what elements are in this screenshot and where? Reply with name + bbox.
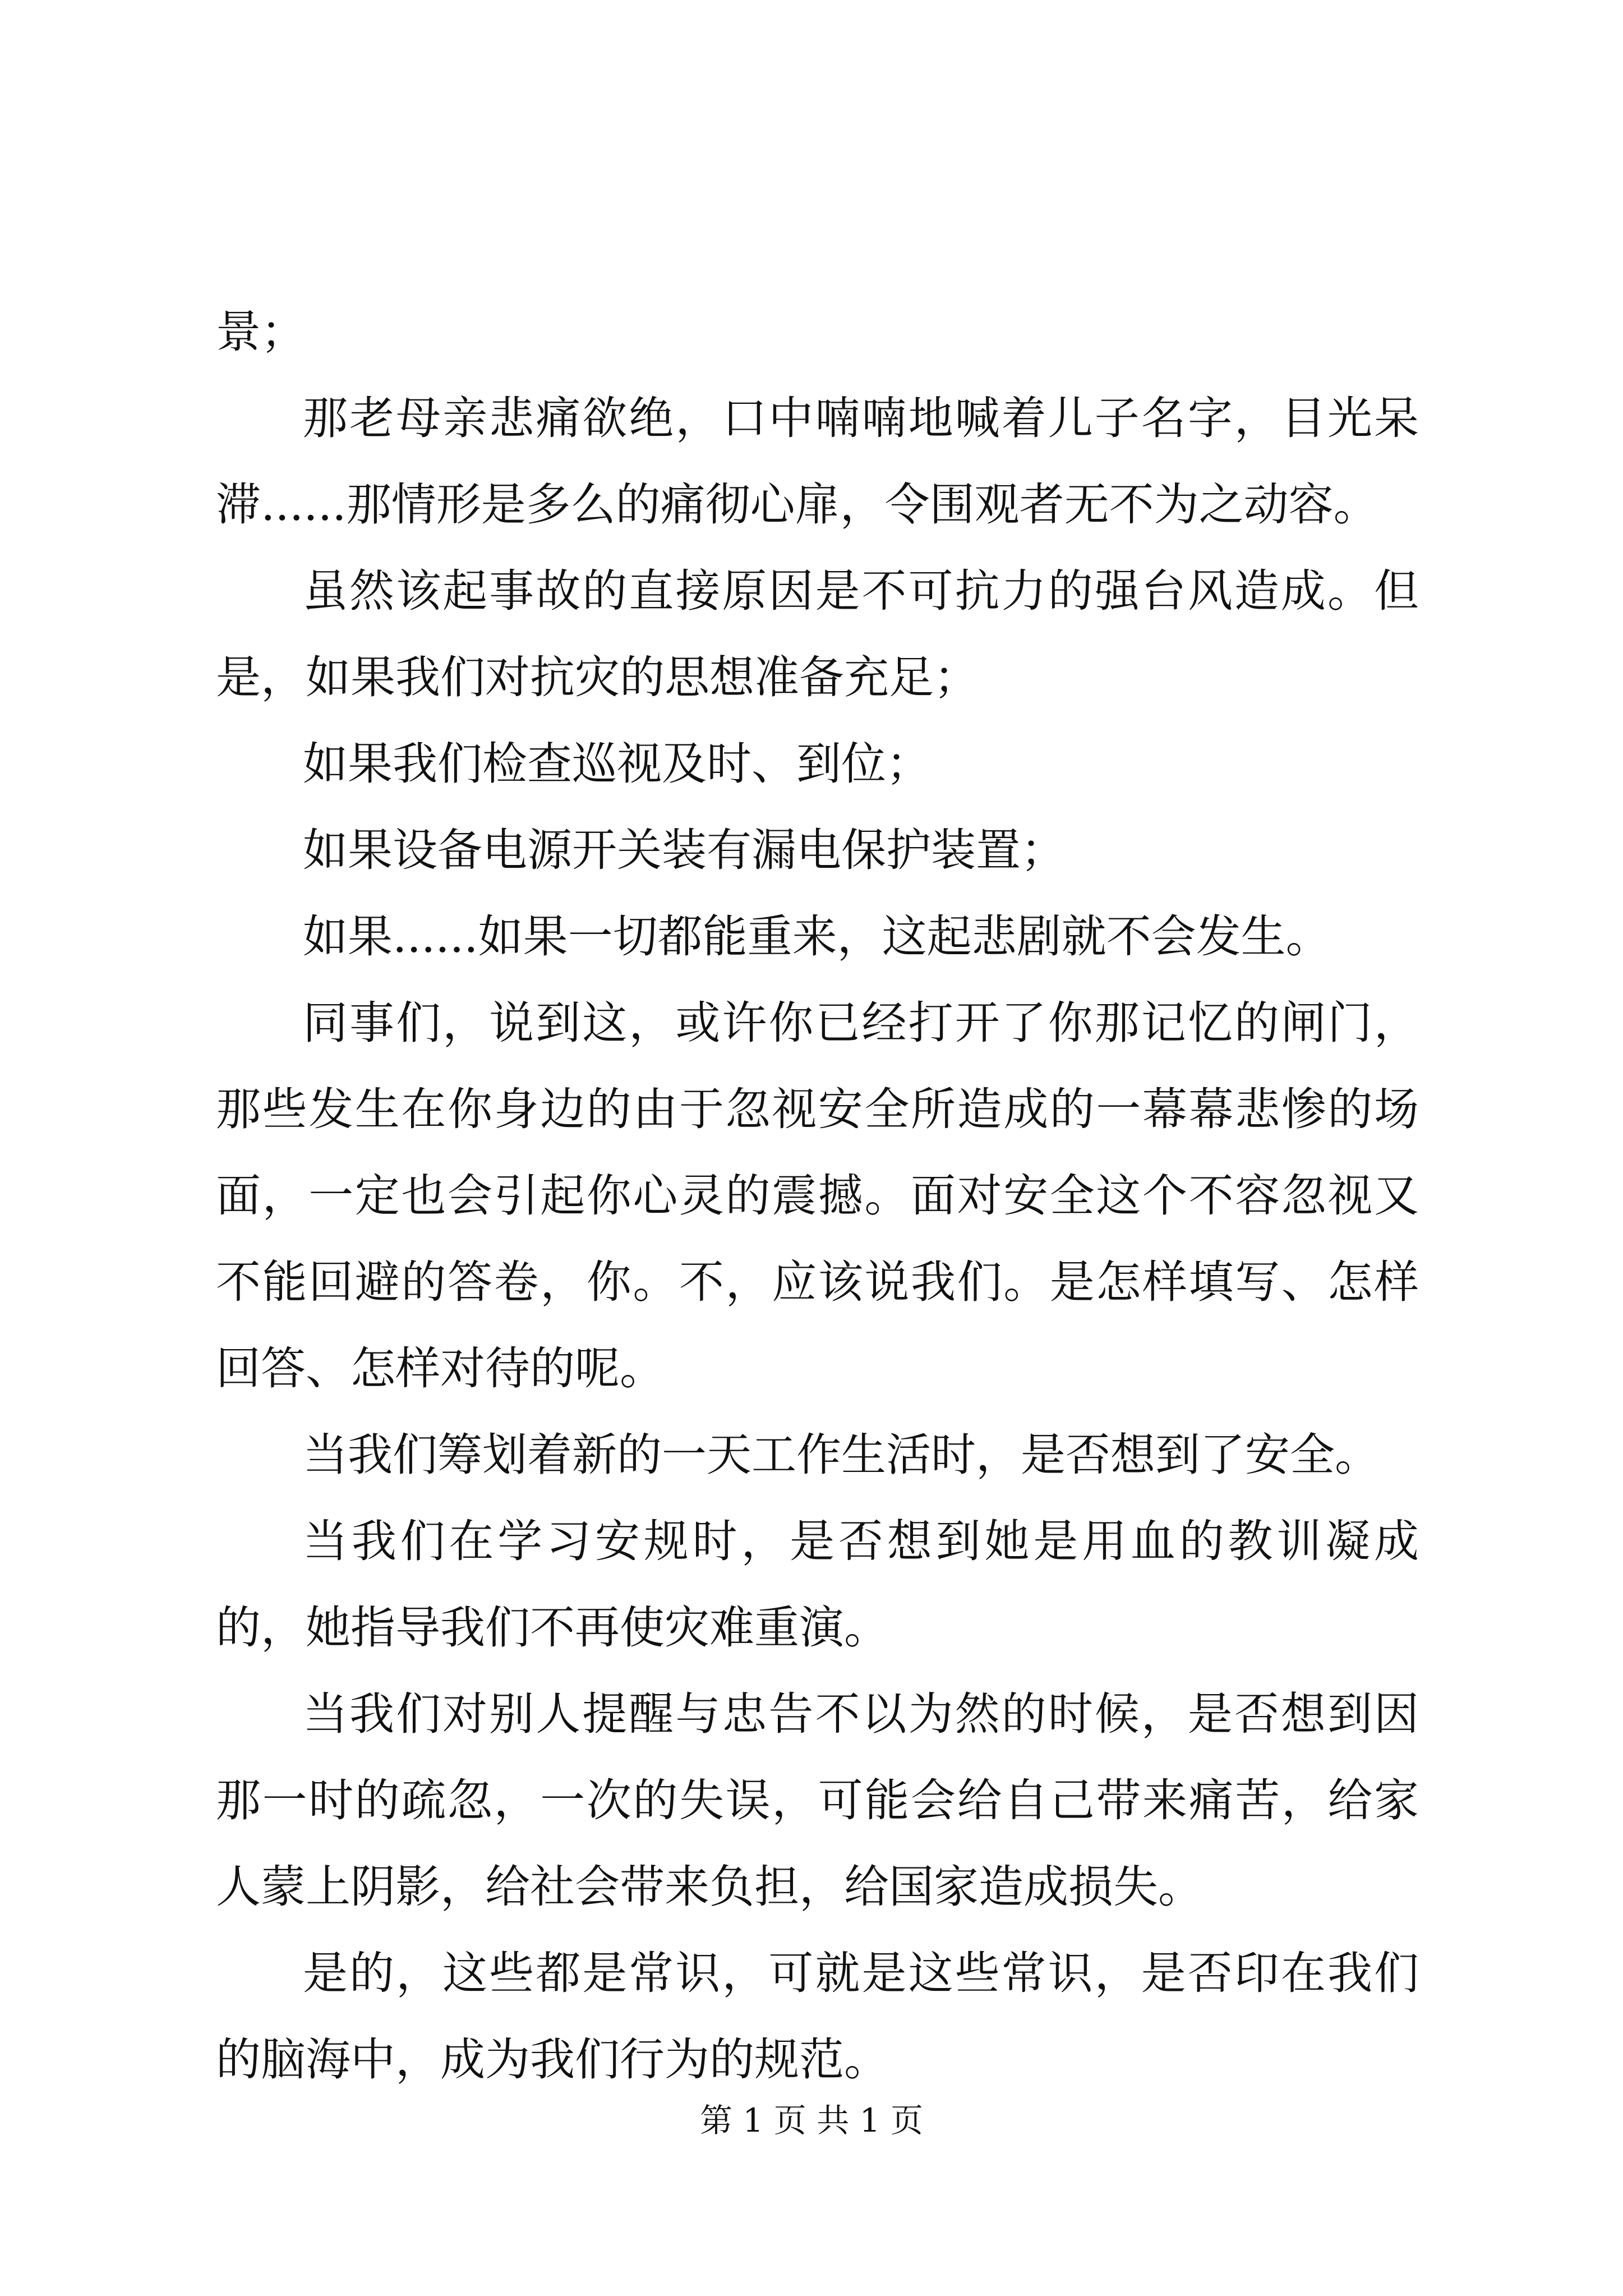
page-footer: 第 1 页 共 1 页 (700, 2101, 923, 2139)
paragraph: 景； (216, 306, 306, 358)
paragraph: 如果......如果一切都能重来，这起悲剧就不会发生。 (303, 910, 1331, 963)
paragraph: 当我们对别人提醒与忠告不以为然的时候，是否想到因那一时的疏忽，一次的失误，可能会给自己带来痛苦，给家人蒙上阴影，给社会带来负担，给国家造成损失。 (216, 1688, 1419, 1913)
paragraph: 同事们，说到这，或许你已经打开了你那记忆的闸门，那些发生在你身边的由于忽视安全所造成的一幕幕悲惨的场面，一定也会引起你心灵的震撼。面对安全这个不容忽视又不能回避的答卷，你。不，应该说我们。是怎样填写、怎样回答、怎样对待的呢。 (216, 997, 1419, 1395)
paragraph: 当我们在学习安规时，是否想到她是用血的教训凝成的，她指导我们不再使灾难重演。 (216, 1515, 1419, 1654)
paragraph: 是的，这些都是常识，可就是这些常识，是否印在我们的脑海中，成为我们行为的规范。 (216, 1947, 1419, 2086)
paragraph: 那老母亲悲痛欲绝，口中喃喃地喊着儿子名字，目光呆滞......那情形是多么的痛彻心扉，令围观者无不为之动容。 (216, 392, 1419, 531)
document-body (216, 289, 1419, 2103)
paragraph: 当我们筹划着新的一天工作生活时，是否想到了安全。 (303, 1429, 1380, 1481)
paragraph: 虽然该起事故的直接原因是不可抗力的强台风造成。但是，如果我们对抗灾的思想准备充足； (216, 565, 1419, 703)
paragraph: 如果设备电源开关装有漏电保护装置； (303, 824, 1066, 876)
paragraph: 如果我们检查巡视及时、到位； (303, 738, 931, 790)
